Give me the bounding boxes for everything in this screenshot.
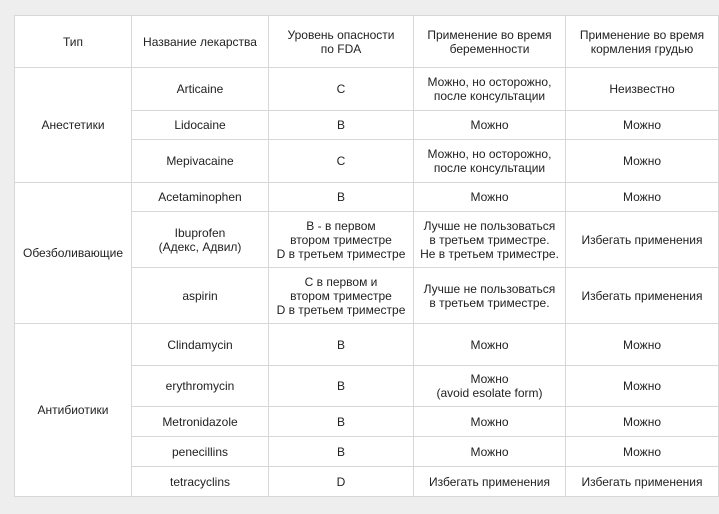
fda-level-cell: B xyxy=(269,324,414,366)
drug-name-cell: penecillins xyxy=(132,437,269,467)
breastfeeding-cell: Можно xyxy=(566,111,719,140)
pregnancy-cell: Можно xyxy=(414,111,566,140)
header-pregnancy: Применение во время беременности xyxy=(414,16,566,68)
fda-level-cell: B xyxy=(269,407,414,437)
drug-name-cell: tetracyclins xyxy=(132,467,269,497)
breastfeeding-cell: Можно xyxy=(566,407,719,437)
fda-level-cell: B xyxy=(269,366,414,407)
table-row xyxy=(15,68,719,111)
header-drug-name: Название лекарства xyxy=(132,16,269,68)
pregnancy-cell: Лучше не пользоваться в третьем триместре. xyxy=(414,268,566,324)
breastfeeding-cell: Избегать применения xyxy=(566,268,719,324)
drug-safety-table xyxy=(14,15,719,497)
breastfeeding-cell: Можно xyxy=(566,366,719,407)
pregnancy-cell: Можно xyxy=(414,183,566,212)
pregnancy-cell: Можно xyxy=(414,407,566,437)
header-type: Тип xyxy=(15,16,132,68)
breastfeeding-cell: Неизвестно xyxy=(566,68,719,111)
fda-level-cell: B - в первом втором триместре D в третьем триместре xyxy=(269,212,414,268)
header-fda-level: Уровень опасности по FDA xyxy=(269,16,414,68)
breastfeeding-cell: Можно xyxy=(566,437,719,467)
group-type-cell: Обезболивающие xyxy=(15,183,132,324)
drug-name-cell: Mepivacaine xyxy=(132,140,269,183)
drug-name-cell: erythromycin xyxy=(132,366,269,407)
fda-level-cell: B xyxy=(269,183,414,212)
header-breastfeeding: Применение во время кормления грудью xyxy=(566,16,719,68)
table-row xyxy=(15,324,719,366)
drug-safety-table-wrapper xyxy=(14,15,719,497)
breastfeeding-cell: Избегать применения xyxy=(566,212,719,268)
fda-level-cell: C xyxy=(269,140,414,183)
drug-name-cell: Ibuprofen (Адекс, Адвил) xyxy=(132,212,269,268)
group-type-cell: Антибиотики xyxy=(15,324,132,497)
drug-name-cell: Acetaminophen xyxy=(132,183,269,212)
drug-name-cell: aspirin xyxy=(132,268,269,324)
drug-name-cell: Clindamycin xyxy=(132,324,269,366)
pregnancy-cell: Лучше не пользоваться в третьем триместре. Не в третьем триместре. xyxy=(414,212,566,268)
drug-name-cell: Lidocaine xyxy=(132,111,269,140)
fda-level-cell: C xyxy=(269,68,414,111)
fda-level-cell: B xyxy=(269,111,414,140)
drug-name-cell: Metronidazole xyxy=(132,407,269,437)
group-type-cell: Анестетики xyxy=(15,68,132,183)
breastfeeding-cell: Можно xyxy=(566,140,719,183)
breastfeeding-cell: Можно xyxy=(566,324,719,366)
table-row xyxy=(15,183,719,212)
pregnancy-cell: Можно (avoid esolate form) xyxy=(414,366,566,407)
fda-level-cell: C в первом и втором триместре D в третьем триместре xyxy=(269,268,414,324)
pregnancy-cell: Можно, но осторожно, после консультации xyxy=(414,140,566,183)
fda-level-cell: D xyxy=(269,467,414,497)
breastfeeding-cell: Можно xyxy=(566,183,719,212)
drug-name-cell: Articaine xyxy=(132,68,269,111)
fda-level-cell: B xyxy=(269,437,414,467)
pregnancy-cell: Можно xyxy=(414,437,566,467)
breastfeeding-cell: Избегать применения xyxy=(566,467,719,497)
pregnancy-cell: Можно xyxy=(414,324,566,366)
header-row xyxy=(15,16,719,68)
pregnancy-cell: Избегать применения xyxy=(414,467,566,497)
pregnancy-cell: Можно, но осторожно, после консультации xyxy=(414,68,566,111)
